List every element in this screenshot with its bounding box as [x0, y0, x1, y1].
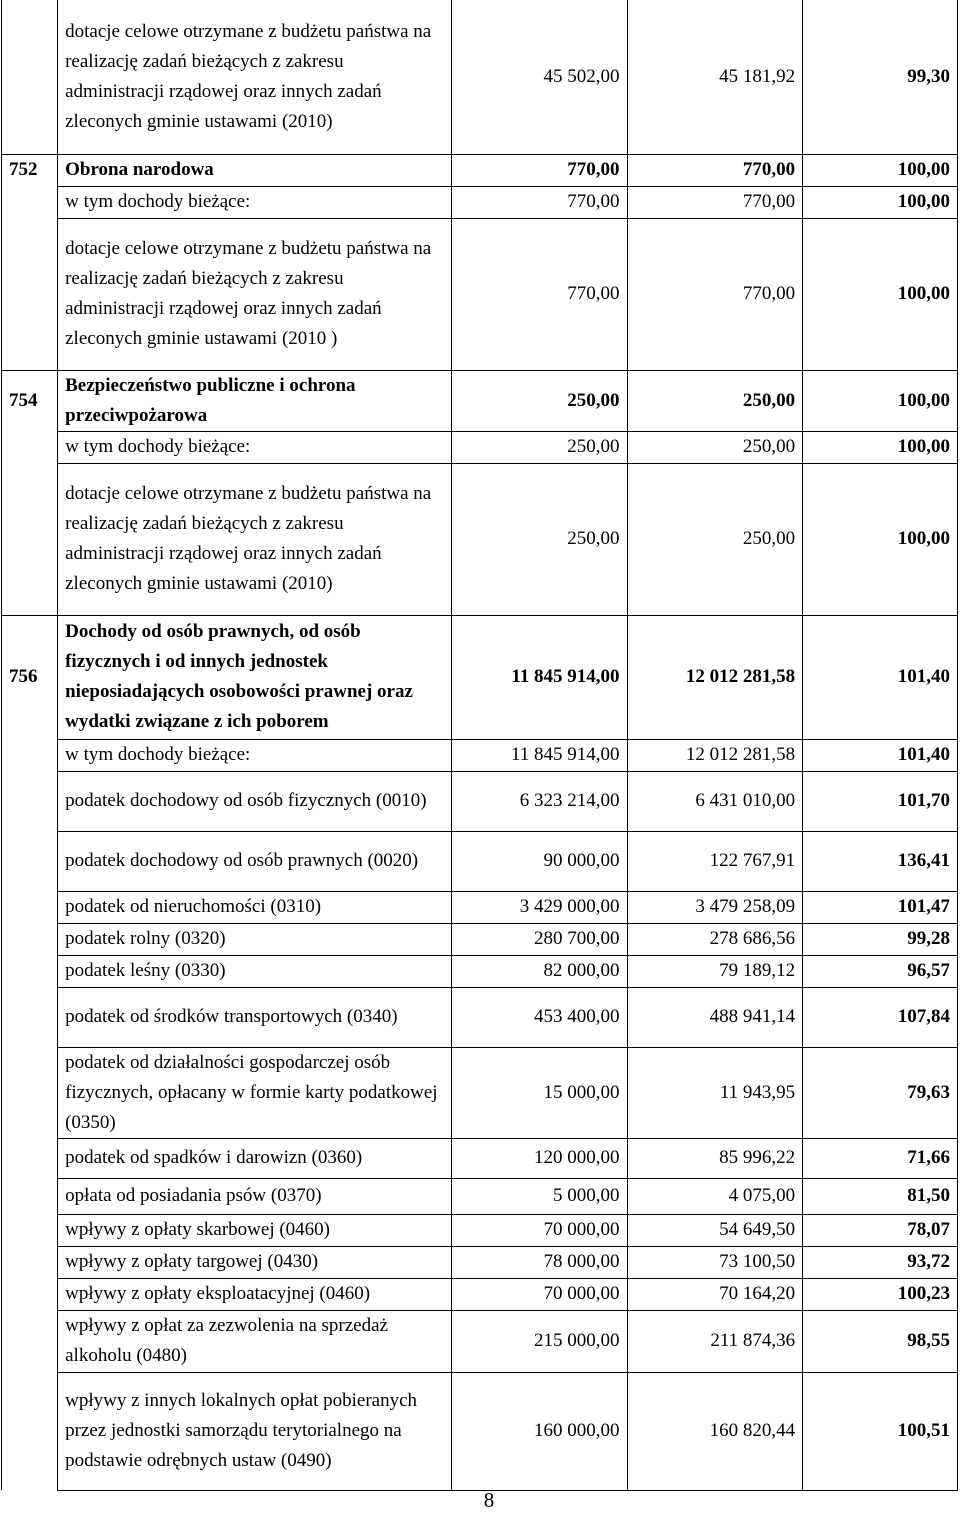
plan-value: 11 845 914,00 — [451, 615, 627, 739]
section-code — [2, 1310, 58, 1372]
plan-value: 770,00 — [451, 218, 627, 370]
plan-value: 6 323 214,00 — [451, 771, 627, 831]
section-code — [2, 771, 58, 831]
execution-value: 250,00 — [627, 370, 803, 431]
section-code — [2, 1246, 58, 1278]
percent-value: 79,63 — [803, 1047, 958, 1138]
plan-value: 280 700,00 — [451, 923, 627, 955]
execution-value: 73 100,50 — [627, 1246, 803, 1278]
execution-value: 85 996,22 — [627, 1138, 803, 1178]
table-row — [2, 1310, 958, 1372]
section-code — [2, 463, 58, 615]
row-description: podatek dochodowy od osób fizycznych (0010) — [58, 771, 452, 831]
row-description: dotacje celowe otrzymane z budżetu państwa na realizację zadań bieżących z zakresu administracji rządowej oraz innych zadań zleconych gminie ustawami (2010) — [58, 463, 452, 615]
row-description: podatek rolny (0320) — [58, 923, 452, 955]
row-description: w tym dochody bieżące: — [58, 739, 452, 771]
percent-value: 100,00 — [803, 431, 958, 463]
row-description: wpływy z opłat za zezwolenia na sprzedaż alkoholu (0480) — [58, 1310, 452, 1372]
section-code — [2, 1178, 58, 1214]
execution-value: 250,00 — [627, 463, 803, 615]
table-row — [2, 923, 958, 955]
section-code — [2, 1047, 58, 1138]
plan-value: 215 000,00 — [451, 1310, 627, 1372]
plan-value: 250,00 — [451, 463, 627, 615]
section-code — [2, 891, 58, 923]
percent-value: 100,00 — [803, 154, 958, 186]
table-row — [2, 891, 958, 923]
percent-value: 98,55 — [803, 1310, 958, 1372]
table-row — [2, 0, 958, 154]
percent-value: 78,07 — [803, 1214, 958, 1246]
plan-value: 120 000,00 — [451, 1138, 627, 1178]
row-description: w tym dochody bieżące: — [58, 186, 452, 218]
table-row — [2, 739, 958, 771]
section-code: 754 — [2, 370, 58, 431]
plan-value: 250,00 — [451, 431, 627, 463]
plan-value: 770,00 — [451, 186, 627, 218]
execution-value: 278 686,56 — [627, 923, 803, 955]
row-description: wpływy z innych lokalnych opłat pobieranych przez jednostki samorządu terytorialnego na podstawie odrębnych ustaw (0490) — [58, 1372, 452, 1490]
row-description: dotacje celowe otrzymane z budżetu państwa na realizację zadań bieżących z zakresu administracji rządowej oraz innych zadań zleconych gminie ustawami (2010) — [58, 0, 452, 154]
execution-value: 250,00 — [627, 431, 803, 463]
execution-value: 12 012 281,58 — [627, 739, 803, 771]
section-code — [2, 987, 58, 1047]
section-code — [2, 218, 58, 370]
section-code: 752 — [2, 154, 58, 186]
percent-value: 101,70 — [803, 771, 958, 831]
plan-value: 453 400,00 — [451, 987, 627, 1047]
row-description: dotacje celowe otrzymane z budżetu państwa na realizację zadań bieżących z zakresu administracji rządowej oraz innych zadań zleconych gminie ustawami (2010 ) — [58, 218, 452, 370]
table-row — [2, 463, 958, 615]
budget-table-body — [2, 0, 958, 1490]
row-description: w tym dochody bieżące: — [58, 431, 452, 463]
section-row — [2, 154, 958, 186]
percent-value: 101,40 — [803, 615, 958, 739]
section-code: 756 — [2, 615, 58, 739]
section-code — [2, 186, 58, 218]
percent-value: 100,51 — [803, 1372, 958, 1490]
table-row — [2, 1214, 958, 1246]
execution-value: 211 874,36 — [627, 1310, 803, 1372]
page-number: 8 — [483, 1488, 495, 1512]
section-code — [2, 431, 58, 463]
table-row — [2, 1278, 958, 1310]
budget-table — [1, 0, 958, 1491]
plan-value: 250,00 — [451, 370, 627, 431]
plan-value: 770,00 — [451, 154, 627, 186]
execution-value: 770,00 — [627, 218, 803, 370]
plan-value: 160 000,00 — [451, 1372, 627, 1490]
execution-value: 54 649,50 — [627, 1214, 803, 1246]
percent-value: 100,00 — [803, 370, 958, 431]
section-row — [2, 370, 958, 431]
row-description: Dochody od osób prawnych, od osób fizycznych i od innych jednostek nieposiadających osobowości prawnej oraz wydatki związane z ich poborem — [58, 615, 452, 739]
percent-value: 136,41 — [803, 831, 958, 891]
table-row — [2, 186, 958, 218]
execution-value: 4 075,00 — [627, 1178, 803, 1214]
row-description: podatek od spadków i darowizn (0360) — [58, 1138, 452, 1178]
section-code — [2, 831, 58, 891]
execution-value: 79 189,12 — [627, 955, 803, 987]
execution-value: 70 164,20 — [627, 1278, 803, 1310]
table-row — [2, 1178, 958, 1214]
percent-value: 93,72 — [803, 1246, 958, 1278]
plan-value: 90 000,00 — [451, 831, 627, 891]
percent-value: 101,40 — [803, 739, 958, 771]
percent-value: 100,23 — [803, 1278, 958, 1310]
plan-value: 45 502,00 — [451, 0, 627, 154]
execution-value: 770,00 — [627, 186, 803, 218]
table-row — [2, 955, 958, 987]
plan-value: 3 429 000,00 — [451, 891, 627, 923]
table-row — [2, 431, 958, 463]
row-description: podatek leśny (0330) — [58, 955, 452, 987]
percent-value: 81,50 — [803, 1178, 958, 1214]
table-row — [2, 771, 958, 831]
section-code — [2, 923, 58, 955]
plan-value: 82 000,00 — [451, 955, 627, 987]
row-description: wpływy z opłaty targowej (0430) — [58, 1246, 452, 1278]
execution-value: 122 767,91 — [627, 831, 803, 891]
plan-value: 5 000,00 — [451, 1178, 627, 1214]
plan-value: 11 845 914,00 — [451, 739, 627, 771]
percent-value: 99,30 — [803, 0, 958, 154]
section-code — [2, 1138, 58, 1178]
table-row — [2, 1246, 958, 1278]
section-code — [2, 1214, 58, 1246]
section-code — [2, 739, 58, 771]
plan-value: 70 000,00 — [451, 1278, 627, 1310]
percent-value: 96,57 — [803, 955, 958, 987]
row-description: podatek od nieruchomości (0310) — [58, 891, 452, 923]
plan-value: 78 000,00 — [451, 1246, 627, 1278]
percent-value: 107,84 — [803, 987, 958, 1047]
percent-value: 99,28 — [803, 923, 958, 955]
plan-value: 15 000,00 — [451, 1047, 627, 1138]
percent-value: 100,00 — [803, 463, 958, 615]
table-row — [2, 1372, 958, 1490]
row-description: Bezpieczeństwo publiczne i ochrona przeciwpożarowa — [58, 370, 452, 431]
percent-value: 100,00 — [803, 218, 958, 370]
table-row — [2, 218, 958, 370]
row-description: wpływy z opłaty eksploatacyjnej (0460) — [58, 1278, 452, 1310]
row-description: podatek od środków transportowych (0340) — [58, 987, 452, 1047]
table-row — [2, 1047, 958, 1138]
execution-value: 11 943,95 — [627, 1047, 803, 1138]
execution-value: 488 941,14 — [627, 987, 803, 1047]
row-description: podatek dochodowy od osób prawnych (0020) — [58, 831, 452, 891]
row-description: podatek od działalności gospodarczej osób fizycznych, opłacany w formie karty podatkowej (0350) — [58, 1047, 452, 1138]
section-code — [2, 1372, 58, 1490]
execution-value: 12 012 281,58 — [627, 615, 803, 739]
execution-value: 6 431 010,00 — [627, 771, 803, 831]
row-description: Obrona narodowa — [58, 154, 452, 186]
section-row — [2, 615, 958, 739]
percent-value: 71,66 — [803, 1138, 958, 1178]
execution-value: 45 181,92 — [627, 0, 803, 154]
execution-value: 770,00 — [627, 154, 803, 186]
table-row — [2, 1138, 958, 1178]
row-description: wpływy z opłaty skarbowej (0460) — [58, 1214, 452, 1246]
plan-value: 70 000,00 — [451, 1214, 627, 1246]
table-row — [2, 831, 958, 891]
section-code — [2, 0, 58, 154]
execution-value: 160 820,44 — [627, 1372, 803, 1490]
execution-value: 3 479 258,09 — [627, 891, 803, 923]
row-description: opłata od posiadania psów (0370) — [58, 1178, 452, 1214]
section-code — [2, 955, 58, 987]
percent-value: 100,00 — [803, 186, 958, 218]
table-row — [2, 987, 958, 1047]
percent-value: 101,47 — [803, 891, 958, 923]
section-code — [2, 1278, 58, 1310]
